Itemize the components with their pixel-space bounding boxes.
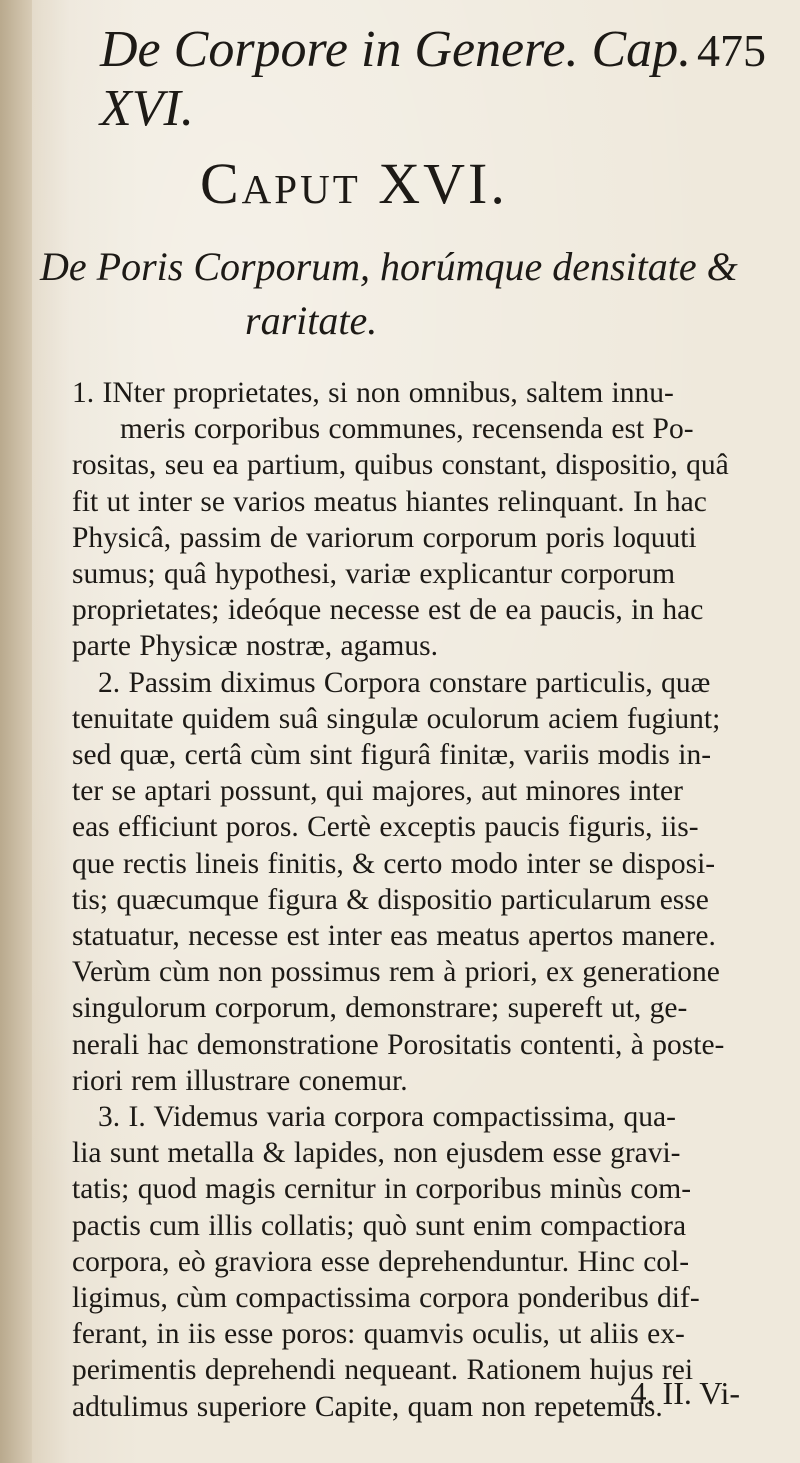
text-line: ter se aptari possunt, qui majores, aut minores inter xyxy=(72,775,683,808)
text-line: proprietates; ideóque necesse est de ea paucis, in hac xyxy=(72,594,704,627)
text-line: ligimus, cùm compactissima corpora ponderibus dif- xyxy=(72,1282,700,1315)
body-text xyxy=(72,375,762,1425)
text-line: tatis; quod magis cernitur in corporibus minùs com- xyxy=(72,1173,692,1206)
text-line: statuatur, necesse est inter eas meatus apertos manere. xyxy=(72,920,716,953)
text-line: 2. Passim diximus Corpora constare particulis, quæ xyxy=(98,666,711,699)
text-line: pactis cum illis collatis; quò sunt enim compactiora xyxy=(72,1209,687,1242)
text-line: parte Physicæ nostræ, agamus. xyxy=(72,630,438,663)
text-line: sed quæ, certâ cùm sint figurâ finitæ, variis modis in- xyxy=(72,739,712,772)
running-head xyxy=(100,12,780,137)
text-line: ferant, in iis esse poros: quamvis oculis, ut aliis ex- xyxy=(72,1318,685,1351)
running-head-title: De Corpore in Genere. Cap. XVI. xyxy=(100,21,692,137)
text-line: Physicâ, passim de variorum corporum poris loquuti xyxy=(72,521,697,554)
catchword: 4. II. Vi- xyxy=(630,1375,740,1411)
text-line: tenuitate quidem suâ singulæ oculorum aciem fugiunt; xyxy=(72,702,721,735)
section-title xyxy=(40,240,780,348)
text-line: rositas, seu ea partium, quibus constant, dispositio, quâ xyxy=(72,449,729,482)
text-line: riori rem illustrare conemur. xyxy=(72,1064,408,1097)
text-line: adtulimus superiore Capite, quam non repetemus. xyxy=(72,1390,663,1423)
section-title-line-2: raritate. xyxy=(245,298,378,343)
text-line: perimentis deprehendi nequeant. Rationem hujus rei xyxy=(72,1354,694,1387)
text-line: 1. INter proprietates, si non omnibus, saltem innu- xyxy=(72,377,674,409)
section-title-line-1: De Poris Corporum, horúmque densitate & xyxy=(40,244,738,289)
text-line: eas efficiunt poros. Certè exceptis paucis figuris, iis- xyxy=(72,811,699,844)
chapter-heading: Caput XVI. xyxy=(200,151,508,216)
text-line: que rectis lineis finitis, & certo modo inter se disposi- xyxy=(72,847,716,880)
text-line: fit ut inter se varios meatus hiantes relinquant. In hac xyxy=(72,485,707,518)
text-line: nerali hac demonstratione Porositatis contenti, à poste- xyxy=(72,1028,725,1061)
text-line: corpora, eò graviora esse deprehenduntur. Hinc col- xyxy=(72,1245,690,1278)
text-line: tis; quæcumque figura & dispositio particularum esse xyxy=(72,883,709,916)
text-line: Verùm cùm non possimus rem à priori, ex generatione xyxy=(72,956,720,989)
text-line: 3. I. Videmus varia corpora compactissima, qua- xyxy=(98,1101,676,1134)
text-line: meris corporibus communes, recensenda est Po- xyxy=(120,413,694,446)
page-gutter xyxy=(0,0,32,1463)
text-line: lia sunt metalla & lapides, non ejusdem esse gravi- xyxy=(72,1137,681,1170)
text-line: singulorum corporum, demonstrare; supereft ut, ge- xyxy=(72,992,688,1025)
text-line: sumus; quâ hypothesi, variæ explicantur corporum xyxy=(72,558,676,591)
page-number: 475 xyxy=(697,25,766,76)
